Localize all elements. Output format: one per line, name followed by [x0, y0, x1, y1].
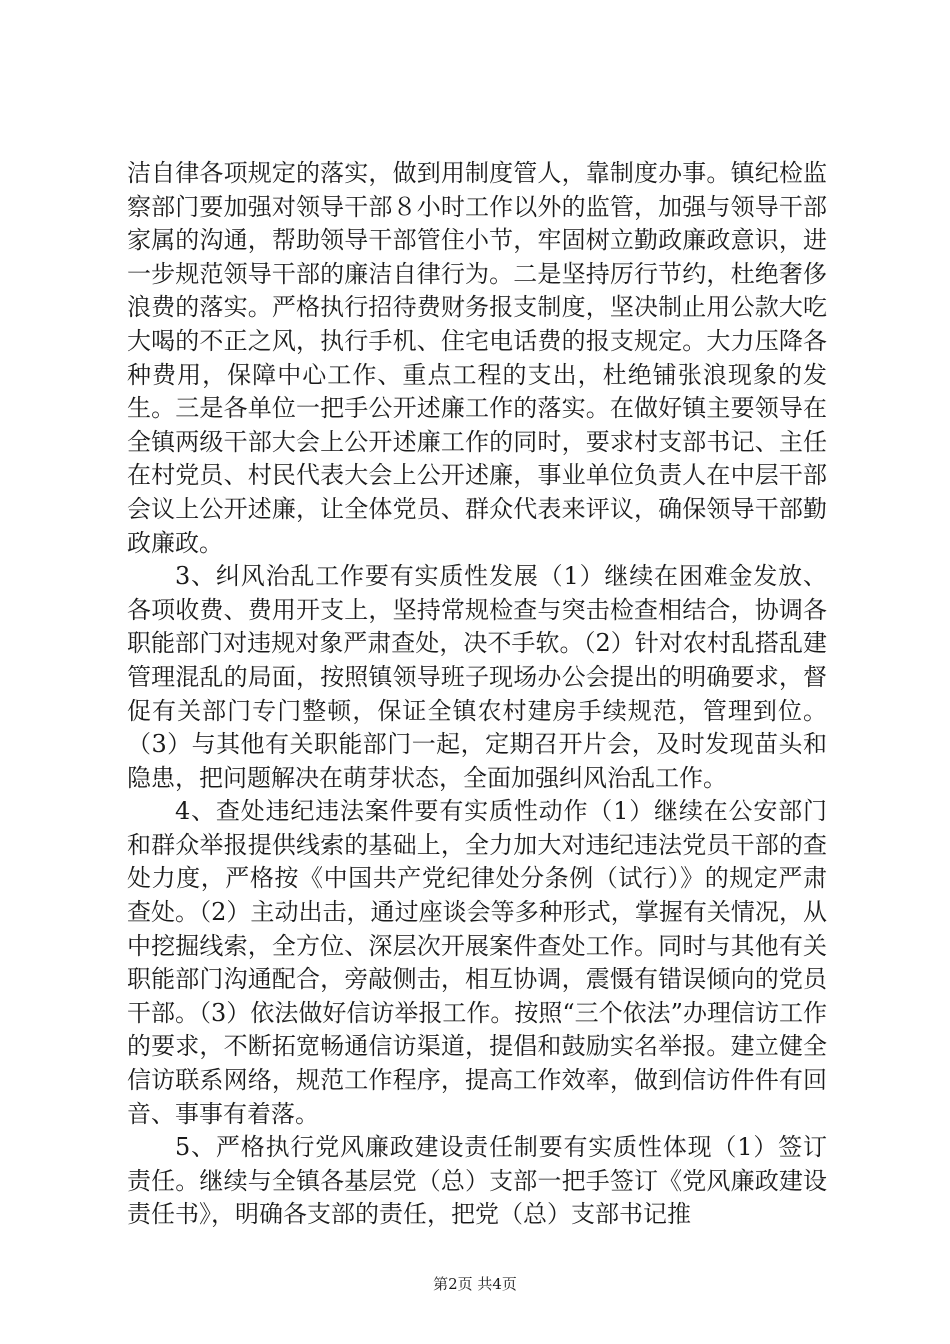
document-body [127, 157, 827, 1232]
paragraph: 4、查处违纪违法案件要有实质性动作（1）继续在公安部门和群众举报提供线索的基础上，全力加大对违纪违法党员干部的查处力度，严格按《中国共产党纪律处分条例（试行）》的规定严肃查处。（2）主动出击，通过座谈会等多种形式，掌握有关情况，从中挖掘线索，全方位、深层次开展案件查处工作。同时与其他有关职能部门沟通配合，旁敲侧击，相互协调，震慑有错误倾向的党员干部。（3）依法做好信访举报工作。按照“三个依法”办理信访工作的要求，不断拓宽畅通信访渠道，提倡和鼓励实名举报。建立健全信访联系网络，规范工作程序，提高工作效率，做到信访件件有回音、事事有着落。 [127, 797, 827, 1128]
page-number-footer: 第2页 共4页 [433, 1275, 517, 1293]
paragraph: 洁自律各项规定的落实，做到用制度管人，靠制度办事。镇纪检监察部门要加强对领导干部８小时工作以外的监管，加强与领导干部家属的沟通，帮助领导干部管住小节，牢固树立勤政廉政意识，进一步规范领导干部的廉洁自律行为。二是坚持厉行节约，杜绝奢侈浪费的落实。严格执行招待费财务报支制度，坚决制止用公款大吃大喝的不正之风，执行手机、住宅电话费的报支规定。大力压降各种费用，保障中心工作、重点工程的支出，杜绝铺张浪现象的发生。三是各单位一把手公开述廉工作的落实。在做好镇主要领导在全镇两级干部大会上公开述廉工作的同时，要求村支部书记、主任在村党员、村民代表大会上公开述廉，事业单位负责人在中层干部会议上公开述廉，让全体党员、群众代表来评议，确保领导干部勤政廉政。 [127, 159, 827, 557]
paragraph: 5、严格执行党风廉政建设责任制要有实质性体现（1）签订责任。继续与全镇各基层党（总）支部一把手签订《党风廉政建设责任书》，明确各支部的责任，把党（总）支部书记推 [127, 1133, 827, 1229]
paragraph: 3、纠风治乱工作要有实质性发展（1）继续在困难金发放、各项收费、费用开支上，坚持常规检查与突击检查相结合，协调各职能部门对违规对象严肃查处，决不手软。（2）针对农村乱搭乱建管理混乱的局面，按照镇领导班子现场办公会提出的明确要求，督促有关部门专门整顿，保证全镇农村建房手续规范，管理到位。（3）与其他有关职能部门一起，定期召开片会，及时发现苗头和隐患，把问题解决在萌芽状态，全面加强纠风治乱工作。 [127, 562, 827, 792]
